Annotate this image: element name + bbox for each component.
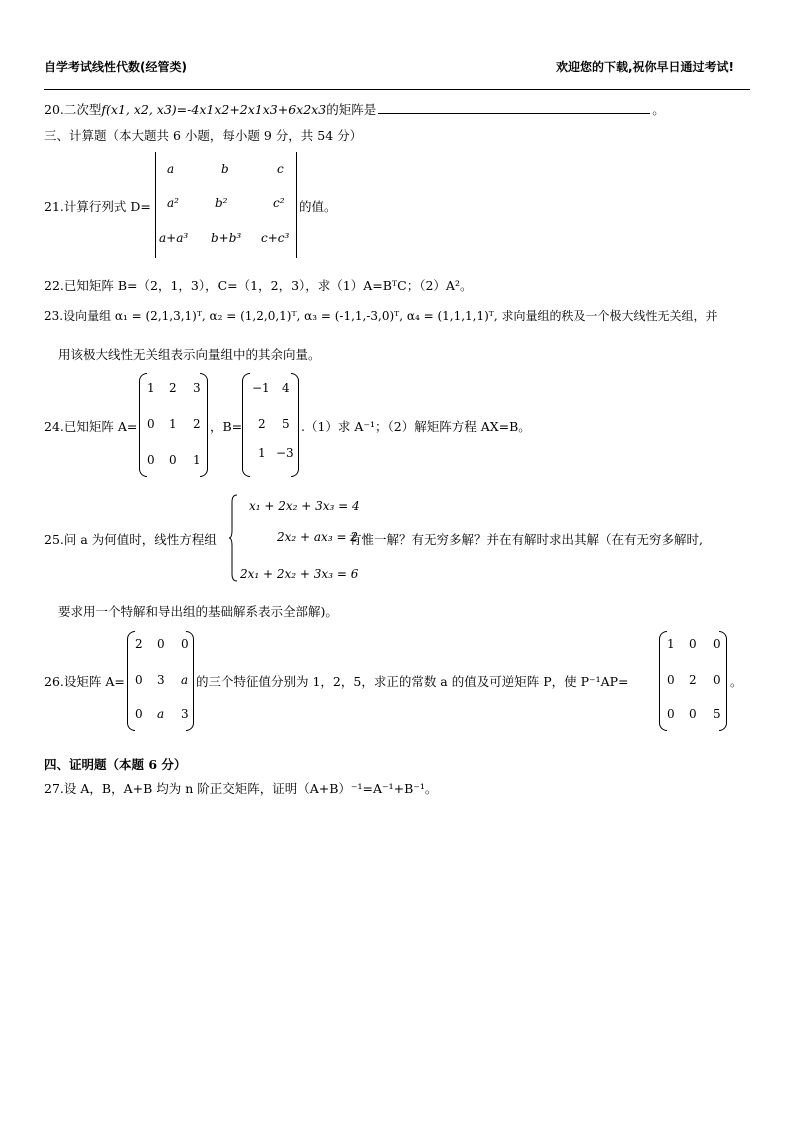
det-cell: b²: [215, 196, 228, 210]
question-22: 22.已知矩阵 B=（2，1，3），C=（1，2，3），求（1）A=BᵀC；（2）A²。: [44, 278, 473, 293]
matrix-a-24: [139, 373, 208, 477]
matrix-cell: 5: [282, 417, 290, 431]
matrix-cell: 1: [667, 637, 675, 651]
matrix-cell: 0: [713, 637, 721, 651]
matrix-cell: 3: [193, 381, 201, 395]
matrix-cell: 0: [689, 637, 697, 651]
q23-line1: 23.设向量组 α₁ = (2,1,3,1)ᵀ, α₂ = (1,2,0,1)ᵀ, α₃ = (-1,1,-3,0)ᵀ, α₄ = (1,1,1,1)ᵀ, 求向量组的秩及一个极大线性无关组，并: [44, 309, 718, 323]
q25-equation-3: 2x₁ + 2x₂ + 3x₃ = 6: [240, 567, 359, 581]
matrix-cell: 0: [147, 453, 155, 467]
matrix-cell: 3: [181, 707, 189, 721]
matrix-cell: 0: [135, 673, 143, 687]
matrix-a-26: [127, 631, 194, 731]
question-27: 27.设 A，B，A+B 均为 n 阶正交矩阵，证明（A+B）⁻¹=A⁻¹+B⁻¹。: [44, 781, 438, 796]
matrix-cell: 4: [282, 381, 290, 395]
matrix-cell: 0: [689, 707, 697, 721]
q25-equation-2: 2x₂ + ax₃ = 2: [277, 530, 358, 544]
det-cell: b: [221, 162, 229, 176]
matrix-cell: −1: [252, 381, 270, 395]
matrix-cell: 0: [713, 673, 721, 687]
det-cell: a+a³: [159, 231, 189, 245]
det-cell: c: [277, 162, 284, 176]
q26-end: 。: [730, 674, 743, 689]
matrix-cell: 0: [181, 637, 189, 651]
matrix-cell: 0: [147, 417, 155, 431]
system-brace: [229, 494, 239, 582]
answer-blank: [378, 102, 650, 114]
q25-suffix: 有惟一解？有无穷多解？并在有解时求出其解（在有无穷多解时,: [349, 532, 703, 547]
det-cell: c²: [273, 196, 285, 210]
q24-suffix: .（1）求 A⁻¹；（2）解矩阵方程 AX=B。: [301, 419, 531, 434]
matrix-b-24: [242, 373, 299, 477]
matrix-cell: 0: [667, 673, 675, 687]
section-3-title: 三、计算题（本大题共 6 小题，每小题 9 分，共 54 分）: [44, 128, 363, 143]
q21-prefix: 21.计算行列式 D=: [44, 199, 151, 214]
matrix-cell: 1: [258, 446, 266, 460]
q24-prefix: 24.已知矩阵 A=: [44, 419, 138, 434]
header-right: 欢迎您的下载,祝你早日通过考试!: [556, 60, 735, 74]
q26-prefix: 26.设矩阵 A=: [44, 674, 125, 689]
matrix-cell: 1: [169, 417, 177, 431]
matrix-cell: 0: [667, 707, 675, 721]
matrix-cell: 3: [157, 673, 165, 687]
matrix-cell: 2: [169, 381, 177, 395]
det-cell: a: [167, 162, 175, 176]
header-left: 自学考试线性代数(经管类): [44, 60, 187, 74]
matrix-cell: a: [157, 707, 165, 721]
q23-line2: 用该极大线性无关组表示向量组中的其余向量。: [58, 347, 321, 362]
det-cell: c+c³: [261, 231, 290, 245]
matrix-cell: a: [181, 673, 189, 687]
matrix-cell: 2: [689, 673, 697, 687]
q20-prefix: 20.二次型: [44, 102, 102, 117]
matrix-cell: 1: [193, 453, 201, 467]
q21-suffix: 的值。: [299, 199, 337, 214]
matrix-cell: −3: [276, 446, 294, 460]
det-cell: a²: [167, 196, 179, 210]
q26-mid: 的三个特征值分别为 1，2，5，求正的常数 a 的值及可逆矩阵 P，使 P⁻¹AP=: [196, 674, 629, 689]
q25-prefix: 25.问 a 为何值时，线性方程组: [44, 532, 217, 547]
header-rule: [44, 89, 750, 90]
matrix-cell: 0: [135, 707, 143, 721]
q20-end: 。: [652, 102, 665, 117]
q25-line2: 要求用一个特解和导出组的基础解系表示全部解)。: [58, 604, 338, 619]
matrix-cell: 0: [157, 637, 165, 651]
det-cell: b+b³: [211, 231, 242, 245]
matrix-cell: 2: [193, 417, 201, 431]
q20-expression: f(x1, x2, x3)=-4x1x2+2x1x3+6x2x3: [101, 102, 327, 117]
q25-equation-1: x₁ + 2x₂ + 3x₃ = 4: [249, 499, 360, 513]
matrix-diagonal-26: [659, 631, 727, 731]
determinant-d: [155, 152, 297, 258]
q24-mid: ，B=: [210, 419, 243, 434]
matrix-cell: 0: [169, 453, 177, 467]
section-4-title: 四、证明题（本题 6 分）: [44, 757, 187, 772]
question-20: [44, 100, 665, 118]
matrix-cell: 2: [258, 417, 266, 431]
matrix-cell: 2: [135, 637, 143, 651]
matrix-cell: 5: [713, 707, 721, 721]
matrix-cell: 1: [147, 381, 155, 395]
q20-suffix: 的矩阵是: [326, 102, 377, 117]
